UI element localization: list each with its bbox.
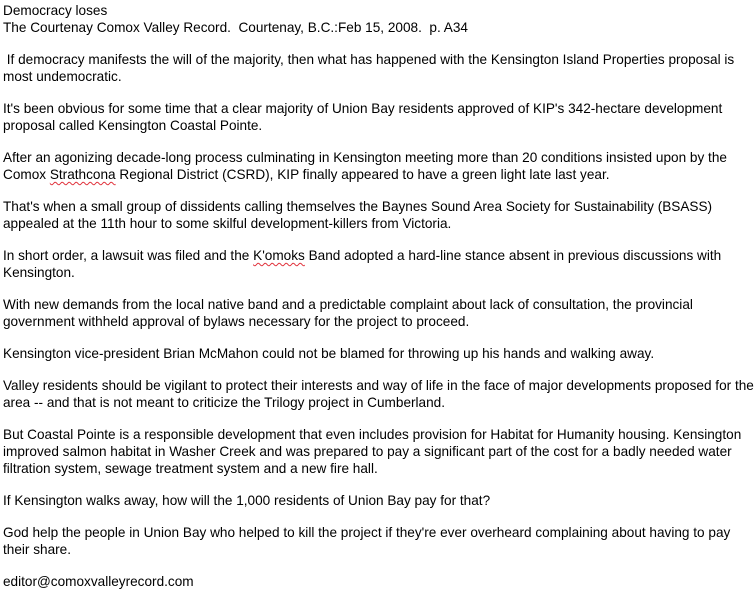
paragraph-3-text-before: After an agonizing decade-long process culminating in Kensington meeting more than 20 conditions insisted upon by the Comox: [3, 150, 727, 182]
paragraph-3-text-after: Regional District (CSRD), KIP finally appeared to have a green light late last year.: [115, 167, 610, 182]
paragraph-3: [3, 149, 755, 183]
editor-email[interactable]: editor@comoxvalleyrecord.com: [3, 574, 194, 589]
paragraph-5-text-after: Band adopted a hard-line stance absent in previous discussions with Kensington.: [3, 248, 722, 280]
paragraph-1: If democracy manifests the will of the majority, then what has happened with the Kensington Island Properties proposal is most undemocratic.: [3, 52, 738, 84]
spellcheck-flagged-word[interactable]: K'omoks: [253, 248, 305, 263]
article-header: [3, 2, 755, 36]
paragraph-10: If Kensington walks away, how will the 1,000 residents of Union Bay pay for that?: [3, 493, 491, 508]
paragraph-11: God help the people in Union Bay who helped to kill the project if they're ever overheard complaining about having to pay their share.: [3, 525, 731, 557]
paragraph-5-text-before: In short order, a lawsuit was filed and the: [3, 248, 254, 263]
paragraph-6: With new demands from the local native band and a predictable complaint about lack of consultation, the provincial government withheld approval of bylaws necessary for the project to proceed.: [3, 297, 693, 329]
paragraph-9: But Coastal Pointe is a responsible development that even includes provision for Habitat for Humanity housing. Kensington improved salmon habitat in Washer Creek and was prepared to pay a significant part of the cost for a badly needed water filtration system, sewage treatment system and a new fire hall.: [3, 427, 742, 476]
spellcheck-flagged-word[interactable]: Strathcona: [49, 167, 116, 182]
paragraph-7: Kensington vice-president Brian McMahon could not be blamed for throwing up his hands and walking away.: [3, 346, 655, 361]
article-source-line: The Courtenay Comox Valley Record. Courtenay, B.C.:Feb 15, 2008. p. A34: [3, 20, 468, 35]
document-body: [3, 2, 755, 605]
paragraph-2: It's been obvious for some time that a clear majority of Union Bay residents approved of KIP's 342-hectare development proposal called Kensington Coastal Pointe.: [3, 101, 723, 133]
article-title: Democracy loses: [3, 3, 108, 18]
paragraph-4: That's when a small group of dissidents calling themselves the Baynes Sound Area Society for Sustainability (BSASS) appealed at the 11th hour to some skilful development-killers from Victoria.: [3, 199, 713, 231]
paragraph-5: [3, 247, 755, 281]
paragraph-8: Valley residents should be vigilant to protect their interests and way of life in the face of major developments proposed for the area -- and that is not meant to criticize the Trilogy project in Cumberland.: [3, 378, 754, 410]
